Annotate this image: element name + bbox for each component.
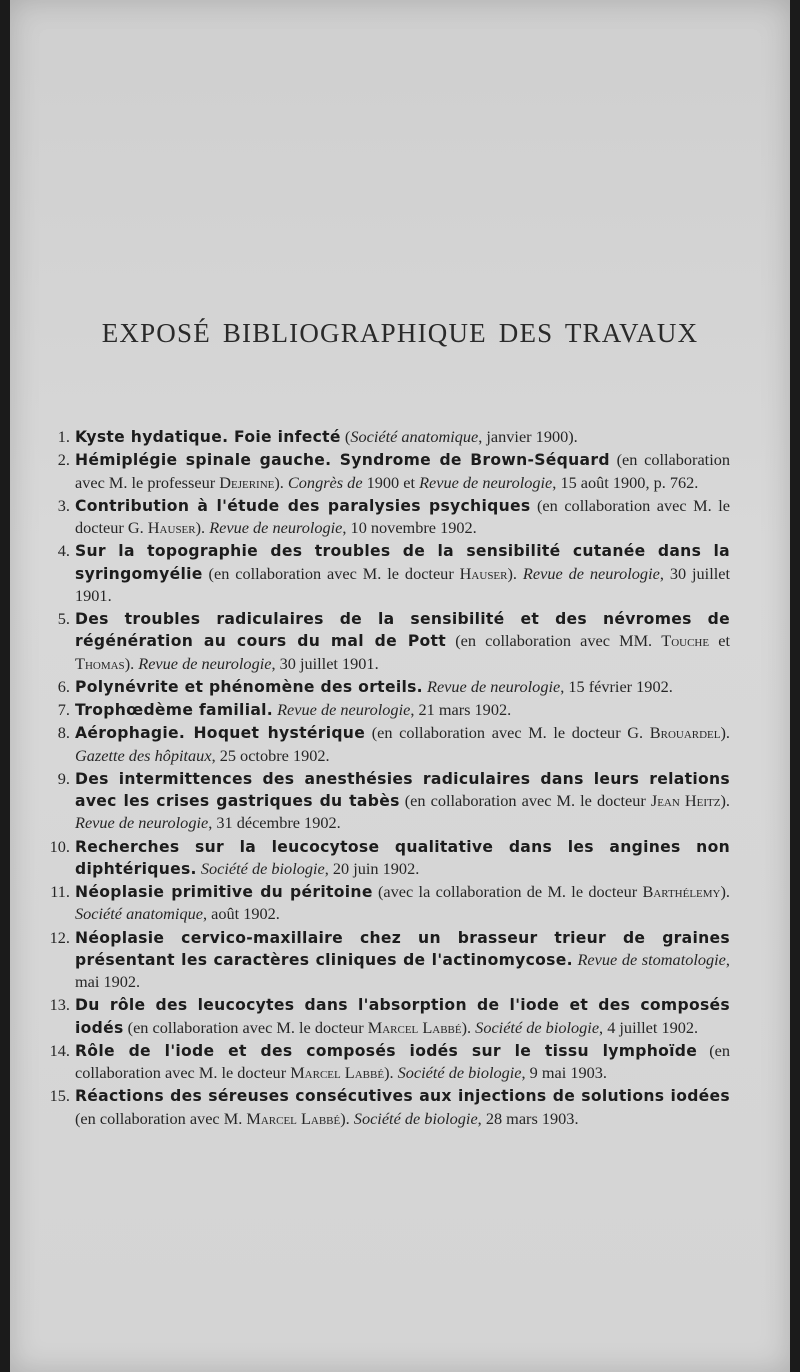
entry-text: (en collaboration avec MM.: [446, 631, 662, 651]
publication-name: Société anatomique: [350, 427, 479, 446]
entry-text: ).: [384, 1063, 398, 1083]
entry-text: (en collaboration avec M. le professeur: [75, 450, 731, 492]
publication-name: Revue de neurologie: [138, 653, 272, 673]
author-name: Barthélemy: [642, 882, 721, 901]
entry-number: 3.: [57, 495, 70, 515]
bibliography-entry: [44, 676, 730, 698]
entry-text: , 10 novembre 1902.: [342, 518, 477, 537]
author-name: Dejerine: [219, 472, 275, 492]
work-title: Hémiplégie spinale gauche. Syndrome de Brown-Séquard: [75, 451, 610, 470]
entry-number: 9.: [57, 768, 70, 788]
publication-name: Société de biologie: [353, 1108, 478, 1128]
entry-text: , janvier 1900).: [478, 427, 578, 446]
bibliography-entry: [44, 540, 730, 607]
work-title: Réactions des séreuses consécutives aux injections de solutions iodées: [75, 1087, 730, 1106]
work-title: Sur la topographie des troubles de la sensibilité cutanée dans la syringomyélie: [75, 542, 730, 583]
entry-number: 10.: [49, 836, 70, 856]
work-title: Néoplasie cervico-maxillaire chez un brasseur trieur de graines présentant les caractères cliniques de l'actinomycose.: [75, 928, 730, 969]
entry-text: , 15 février 1902.: [560, 676, 673, 696]
publication-name: Revue de neurologie: [522, 563, 660, 583]
publication-name: Revue de neurologie: [75, 813, 209, 833]
document-page: [10, 0, 790, 1372]
entry-number: 15.: [49, 1086, 70, 1106]
entry-text: (avec la collaboration de M. le docteur: [372, 882, 643, 901]
entry-number: 2.: [57, 450, 70, 470]
entry-text: , 21 mars 1902.: [410, 700, 512, 719]
work-title: Polynévrite et phénomène des orteils.: [75, 677, 423, 696]
entry-text: , 30 juillet 1901.: [271, 653, 379, 673]
entry-number: 1.: [57, 427, 70, 446]
publication-name: Gazette des hôpitaux: [75, 745, 212, 765]
entry-text: ).: [195, 518, 210, 537]
bibliography-entry: [44, 881, 730, 926]
entry-text: ).: [124, 653, 139, 673]
entry-text: (en collaboration avec M. le docteur: [399, 791, 651, 810]
publication-name: Congrès de: [287, 472, 363, 492]
author-name: Marcel Labbé: [246, 1108, 341, 1128]
entry-text: , 4 juillet 1902.: [599, 1017, 699, 1037]
entry-text: (en collaboration avec M. le docteur G.: [75, 495, 731, 537]
entry-text: 1900 et: [362, 472, 420, 492]
bibliography-entry: [44, 836, 730, 881]
publication-name: Revue de neurologie: [277, 700, 411, 719]
author-name: Touche: [661, 631, 710, 651]
bibliography-entry: [44, 449, 730, 494]
work-title: Rôle de l'iode et des composés iodés sur le tissu lymphoïde: [75, 1041, 698, 1060]
page-title: EXPOSÉ BIBLIOGRAPHIQUE DES TRAVAUX: [101, 318, 699, 348]
author-name: Brouardel: [649, 723, 721, 743]
author-name: Marcel Labbé: [367, 1017, 462, 1037]
author-name: Thomas: [75, 653, 125, 673]
entry-text: , 25 octobre 1902.: [211, 745, 330, 765]
publication-name: Revue de stomatologie: [577, 949, 726, 969]
publication-name: Société anatomique: [75, 904, 203, 924]
work-title: Recherches sur la leucocytose qualitative dans les angines non diphtériques.: [75, 837, 730, 878]
entry-text: (en collaboration avec M.: [75, 1108, 247, 1128]
entry-text: , 28 mars 1903.: [477, 1108, 579, 1128]
entry-number: 5.: [57, 609, 70, 628]
publication-name: Revue de neurologie: [209, 518, 343, 537]
entry-number: 11.: [50, 882, 70, 901]
entry-text: ).: [461, 1017, 476, 1037]
author-name: Hauser: [459, 563, 508, 583]
entry-number: 7.: [57, 700, 70, 719]
bibliography-entry: [44, 699, 730, 721]
entry-text: , 20 juin 1902.: [324, 858, 420, 878]
author-name: Marcel Labbé: [290, 1063, 385, 1083]
entry-number: 4.: [57, 541, 70, 561]
entry-text: et: [709, 631, 730, 651]
publication-name: Société de biologie: [200, 858, 325, 878]
bibliography-entry: [44, 1085, 730, 1130]
work-title: Kyste hydatique. Foie infecté: [75, 428, 341, 446]
entry-text: , 9 mai 1903.: [521, 1063, 607, 1083]
work-title: Du rôle des leucocytes dans l'absorption de l'iode et des composés iodés: [75, 996, 730, 1037]
bibliography-list: [44, 426, 730, 1131]
entry-number: 14.: [49, 1040, 70, 1060]
bibliography-entry: [44, 608, 730, 675]
entry-text: ).: [720, 723, 730, 743]
entry-text: (en collaboration avec M. le docteur: [75, 1040, 730, 1083]
work-title: Des troubles radiculaires de la sensibilité et des névromes de régénération au cours du mal de Pott: [75, 610, 730, 651]
entry-text: (en collaboration avec M. le docteur: [123, 1017, 368, 1037]
entry-number: 6.: [57, 676, 70, 696]
bibliography-entry: [44, 768, 730, 835]
entry-text: (en collaboration avec M. le docteur G.: [365, 723, 650, 743]
entry-text: , 31 décembre 1902.: [208, 813, 341, 833]
author-name: Jean Heitz: [650, 791, 721, 810]
entry-number: 12.: [49, 927, 70, 947]
entry-text: ).: [720, 882, 730, 901]
entry-text: (en collaboration avec M. le docteur: [202, 563, 460, 583]
entry-number: 8.: [57, 723, 70, 743]
entry-text: , 15 août 1900, p. 762.: [552, 472, 699, 492]
bibliography-entry: [44, 426, 730, 448]
entry-number: 13.: [49, 995, 70, 1015]
bibliography-entry: [44, 994, 730, 1039]
publication-name: Société de biologie: [475, 1017, 600, 1037]
bibliography-entry: [44, 1040, 730, 1085]
publication-name: Société de biologie: [397, 1063, 522, 1083]
work-title: Des intermittences des anesthésies radiculaires dans leurs relations avec les crises gastriques du tabès: [75, 769, 730, 810]
publication-name: Revue de neurologie: [427, 676, 561, 696]
publication-name: Revue de neurologie: [419, 472, 553, 492]
bibliography-entry: [44, 722, 730, 767]
work-title: Trophœdème familial.: [75, 701, 274, 719]
entry-text: (: [340, 427, 351, 446]
entry-text: ).: [274, 472, 288, 492]
work-title: Contribution à l'étude des paralysies psychiques: [75, 496, 531, 515]
work-title: Néoplasie primitive du péritoine: [75, 883, 373, 901]
entry-text: ).: [340, 1108, 354, 1128]
author-name: Hauser: [147, 518, 196, 537]
bibliography-entry: [44, 495, 730, 540]
entry-text: , août 1902.: [202, 904, 280, 924]
entry-text: , mai 1902.: [75, 949, 730, 992]
entry-text: ).: [507, 563, 523, 583]
entry-text: ).: [720, 791, 730, 810]
entry-text: , 30 juillet 1901.: [75, 563, 730, 605]
work-title: Aérophagie. Hoquet hystérique: [75, 724, 366, 743]
bibliography-entry: [44, 927, 730, 994]
